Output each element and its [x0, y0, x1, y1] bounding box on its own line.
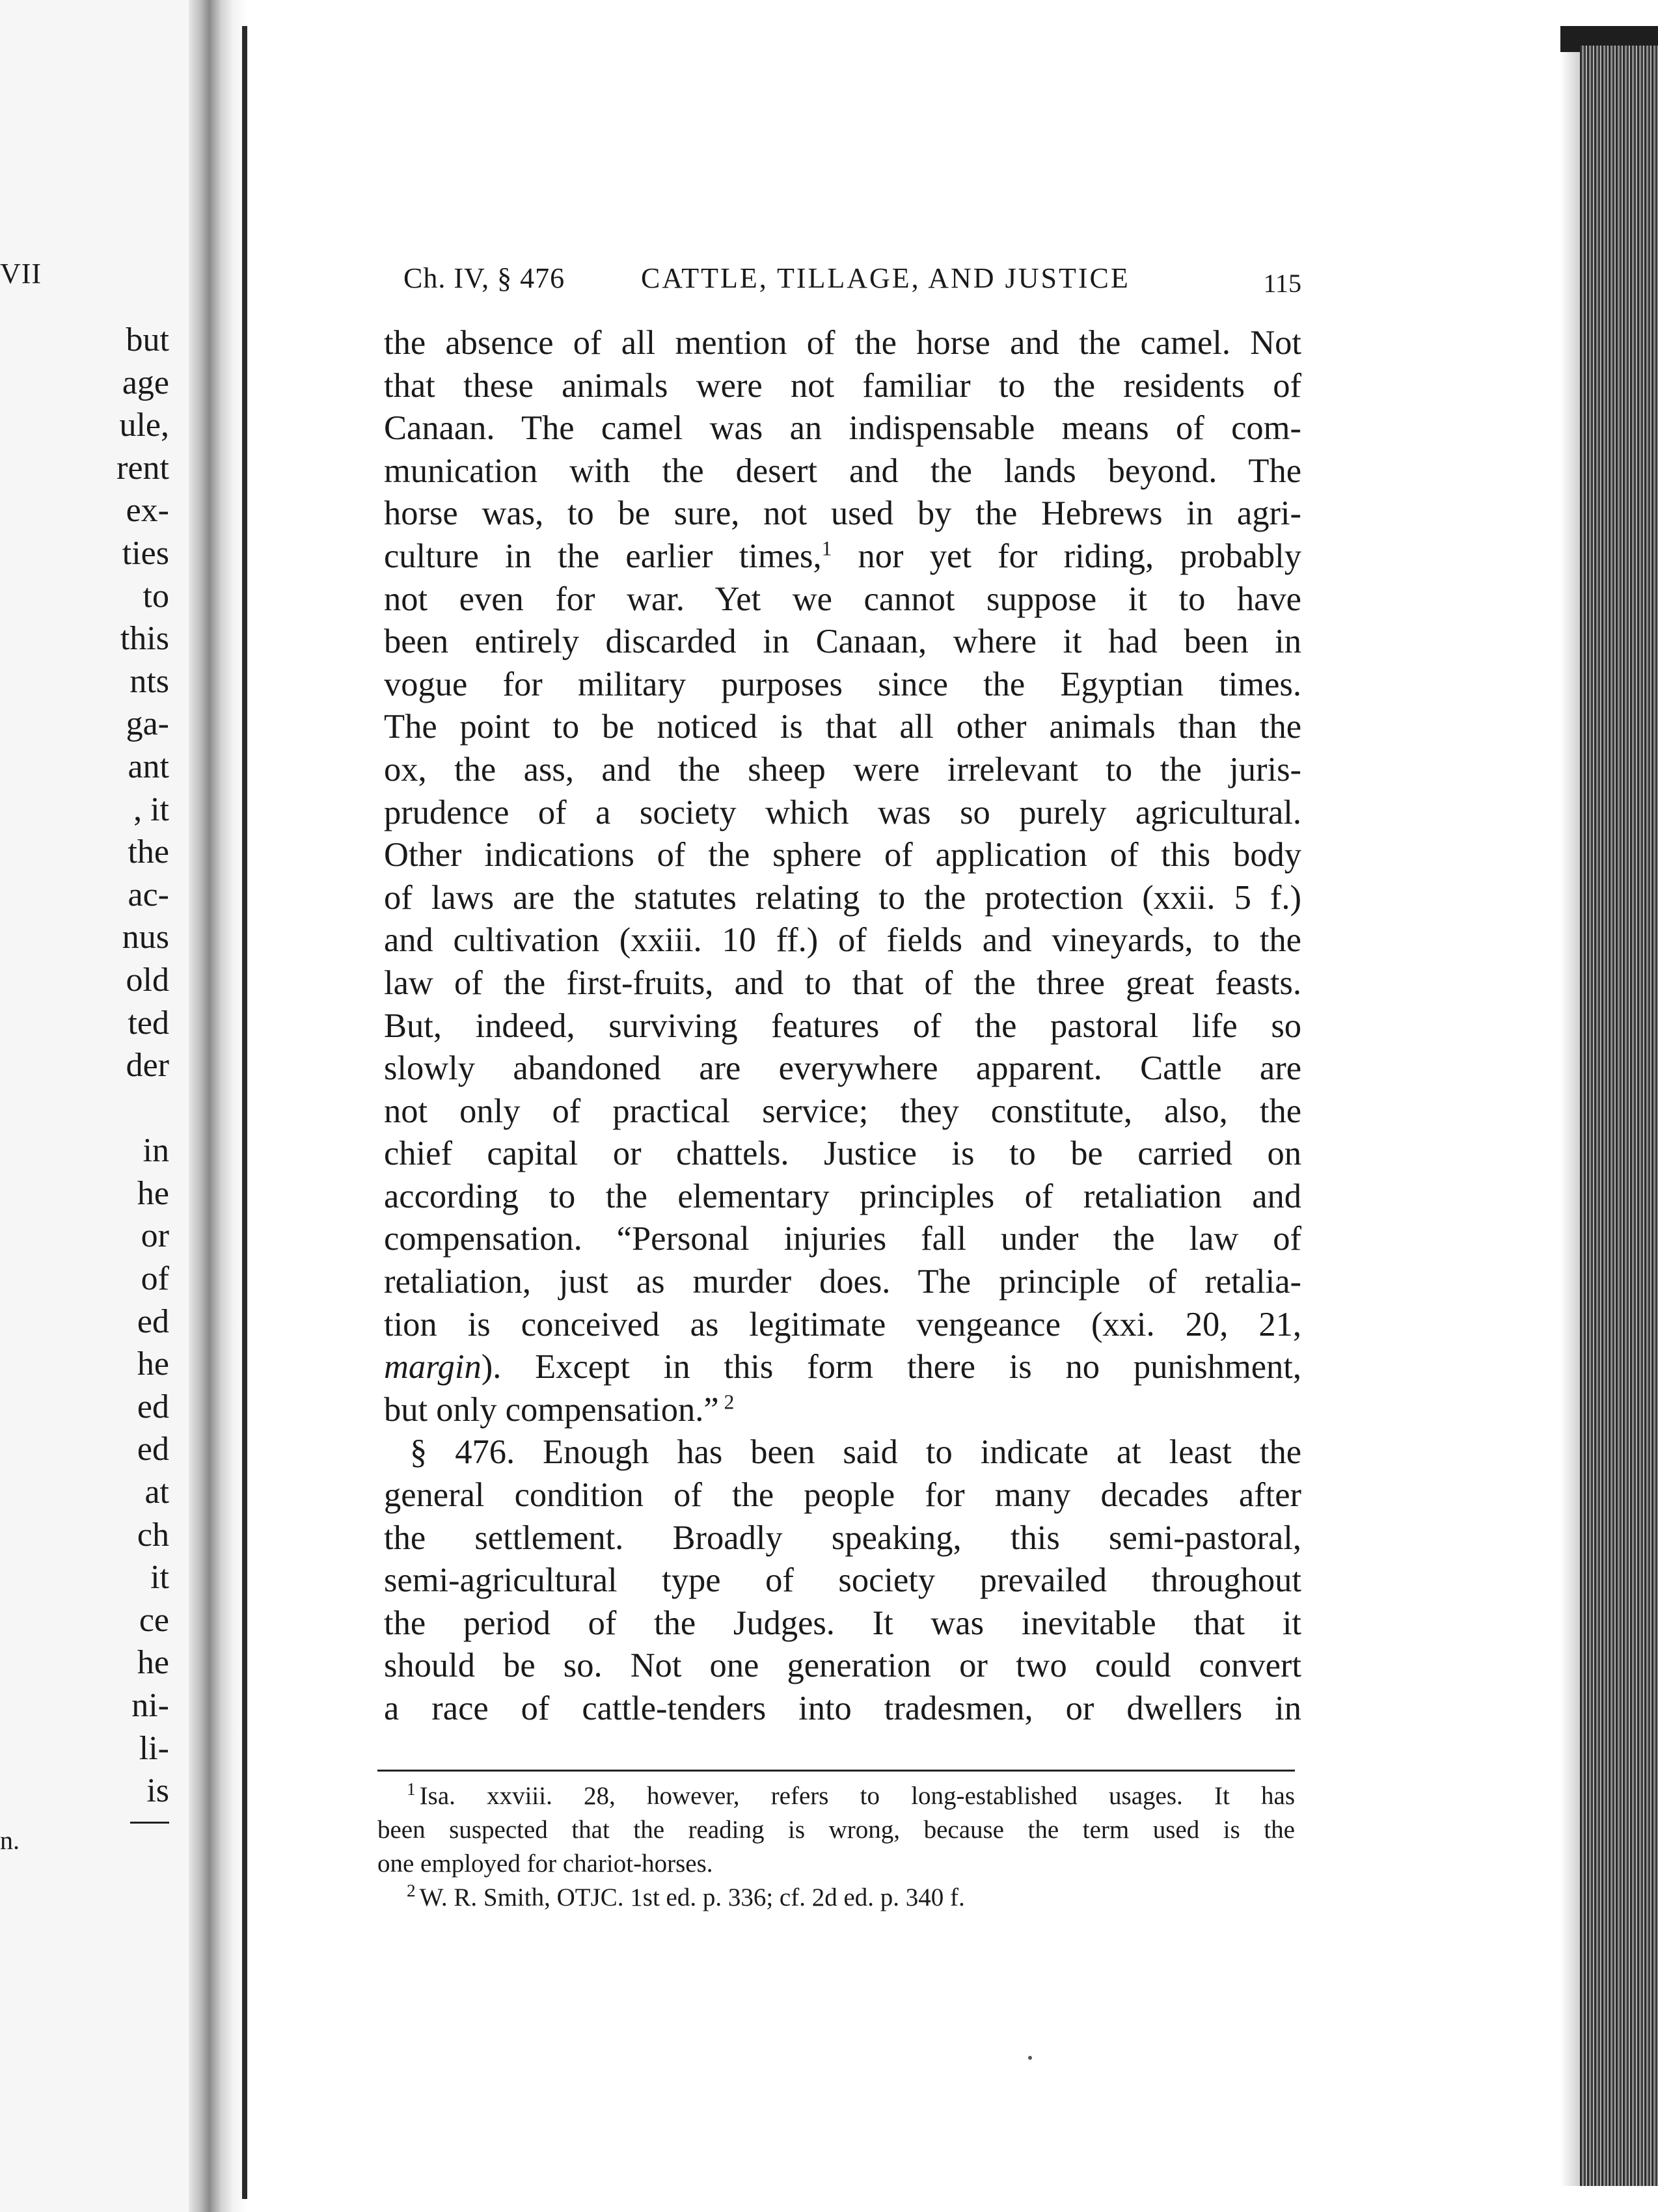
facing-page-line: ex-: [126, 492, 169, 530]
text-line: The point to be noticed is that all other animals than the: [384, 708, 1301, 746]
facing-page-line: ga-: [126, 705, 169, 743]
facing-page-line: in: [143, 1132, 169, 1170]
facing-page-line: ac-: [128, 876, 169, 913]
facing-page-line: ed: [137, 1302, 169, 1340]
text-line: But, indeed, surviving features of the pastoral life so: [384, 1006, 1301, 1045]
facing-page-line: he: [137, 1345, 169, 1383]
footnote-reference: 1: [821, 537, 832, 560]
text-line: according to the elementary principles of retaliation and: [384, 1177, 1301, 1215]
footnote-mark: 1: [407, 1779, 416, 1799]
text-line: [384, 1346, 1301, 1389]
facing-page-line: li-: [139, 1729, 169, 1767]
facing-page-line: , it: [133, 790, 169, 828]
facing-page-header: VII: [0, 258, 42, 290]
facing-page-line: of: [141, 1260, 169, 1298]
book-page: [364, 0, 1314, 2212]
footnote-text: one employed for chariot-horses.: [377, 1850, 713, 1878]
text-line: not only of practical service; they constitute, also, the: [384, 1092, 1301, 1130]
footnote-line: [377, 1847, 1295, 1881]
text-line: semi-agricultural type of society prevailed throughout: [384, 1561, 1301, 1600]
facing-page-line: nts: [129, 662, 169, 700]
text-line: [384, 1389, 1301, 1432]
body-text: [384, 322, 1301, 1731]
facing-page-line: der: [126, 1047, 169, 1085]
facing-page-line: ant: [128, 748, 169, 785]
facing-page: [0, 0, 195, 2212]
text-line: ox, the ass, and the sheep were irrelevant to the juris-: [384, 750, 1301, 789]
facing-page-line: he: [137, 1644, 169, 1682]
footnote-line: [377, 1813, 1295, 1847]
book-gutter: [189, 0, 247, 2212]
text-line: that these animals were not familiar to the residents of: [384, 366, 1301, 405]
footnote-text: been suspected that the reading is wrong, because the term used is the: [377, 1816, 1295, 1844]
facing-page-line: or: [141, 1217, 169, 1255]
text-line: the period of the Judges. It was inevitable that it: [384, 1604, 1301, 1642]
text-line: general condition of the people for many decades after: [384, 1476, 1301, 1515]
facing-page-line: ed: [137, 1388, 169, 1425]
text-line: chief capital or chattels. Justice is to be carried on: [384, 1135, 1301, 1173]
page-edge-shadow: [1560, 46, 1580, 2186]
facing-page-line: age: [122, 364, 169, 401]
text-line: retaliation, just as murder does. The principle of retalia-: [384, 1263, 1301, 1301]
facing-page-line: ni-: [131, 1687, 169, 1724]
text-line: and cultivation (xxiii. 10 ff.) of fields and vineyards, to the: [384, 921, 1301, 960]
facing-page-line: ted: [128, 1004, 169, 1042]
italic-text: margin: [384, 1348, 482, 1386]
running-title: CATTLE, TILLAGE, AND JUSTICE: [641, 262, 1130, 294]
facing-page-line: old: [126, 961, 169, 999]
text-line: Other indications of the sphere of application of this body: [384, 836, 1301, 874]
footnotes: [377, 1779, 1295, 1915]
facing-page-line: to: [143, 577, 169, 615]
facing-page-line: the: [128, 833, 169, 871]
binding-edge: [242, 26, 247, 2199]
facing-page-line: it: [150, 1559, 169, 1597]
text-segment: nor yet for riding, probably: [832, 537, 1301, 575]
page-speck: [1028, 2056, 1032, 2060]
text-line: a race of cattle-tenders into tradesmen, or dwellers in: [384, 1690, 1301, 1727]
facing-page-line: at: [144, 1474, 169, 1511]
text-line: vogue for military purposes since the Egyptian times.: [384, 665, 1301, 703]
chapter-reference: Ch. IV, § 476: [403, 262, 565, 294]
facing-page-line: ed: [137, 1431, 169, 1468]
facing-page-line: ce: [139, 1601, 169, 1639]
text-line: horse was, to be sure, not used by the Hebrews in agri-: [384, 494, 1301, 533]
facing-page-line: nus: [122, 919, 169, 956]
text-segment: ). Except in this form there is no punishment,: [481, 1348, 1301, 1386]
text-line: the settlement. Broadly speaking, this semi-pastoral,: [384, 1518, 1301, 1557]
text-line: compensation. “Personal injuries fall under the law of: [384, 1220, 1301, 1258]
footnote-reference: 2: [718, 1390, 735, 1414]
facing-page-line: rent: [116, 449, 169, 487]
footnote-rule: [377, 1770, 1295, 1772]
text-line: been entirely discarded in Canaan, where it had been in: [384, 623, 1301, 661]
facing-page-line: but: [126, 321, 169, 358]
footnote-text: W. R. Smith, OTJC. 1st ed. p. 336; cf. 2d ed. p. 340 f.: [419, 1883, 965, 1911]
text-line: Canaan. The camel was an indispensable means of com-: [384, 409, 1301, 448]
text-line: [384, 535, 1301, 578]
footnote-line: [377, 1779, 1295, 1813]
text-line: prudence of a society which was so purely agricultural.: [384, 793, 1301, 831]
facing-page-footnote-rule: [130, 1822, 169, 1824]
running-head: [403, 262, 1301, 301]
footnote-text: Isa. xxviii. 28, however, refers to long-established usages. It has: [419, 1782, 1295, 1810]
text-line: not even for war. Yet we cannot suppose it to have: [384, 580, 1301, 618]
text-line: the absence of all mention of the horse and the camel. Not: [384, 324, 1301, 362]
page-stack-edge: [1580, 46, 1658, 2186]
facing-page-line: ch: [137, 1516, 169, 1554]
text-line: of laws are the statutes relating to the protection (xxii. 5 f.): [384, 878, 1301, 917]
facing-page-line: ule,: [119, 407, 169, 444]
facing-page-line: this: [120, 620, 169, 658]
footnote-line: [377, 1881, 1295, 1915]
text-segment: but only compensation.”: [384, 1390, 719, 1429]
facing-page-line: [0, 1087, 169, 1130]
text-line: law of the first-fruits, and to that of the three great feasts.: [384, 964, 1301, 1002]
text-line: tion is conceived as legitimate vengeance (xxi. 20, 21,: [384, 1305, 1301, 1343]
text-line: slowly abandoned are everywhere apparent. Cattle are: [384, 1049, 1301, 1088]
footnote-mark: 2: [407, 1881, 416, 1900]
facing-page-footnote: n.: [0, 1826, 20, 1855]
facing-page-text: [0, 319, 169, 1813]
text-line: § 476. Enough has been said to indicate at least the: [410, 1433, 1301, 1472]
facing-page-line: he: [137, 1174, 169, 1212]
text-line: munication with the desert and the lands beyond. The: [384, 452, 1301, 490]
text-line: should be so. Not one generation or two could convert: [384, 1647, 1301, 1685]
page-number: 115: [1263, 269, 1301, 298]
facing-page-line: is: [146, 1772, 169, 1810]
text-segment: culture in the earlier times,: [384, 537, 822, 575]
facing-page-line: ties: [122, 534, 169, 572]
